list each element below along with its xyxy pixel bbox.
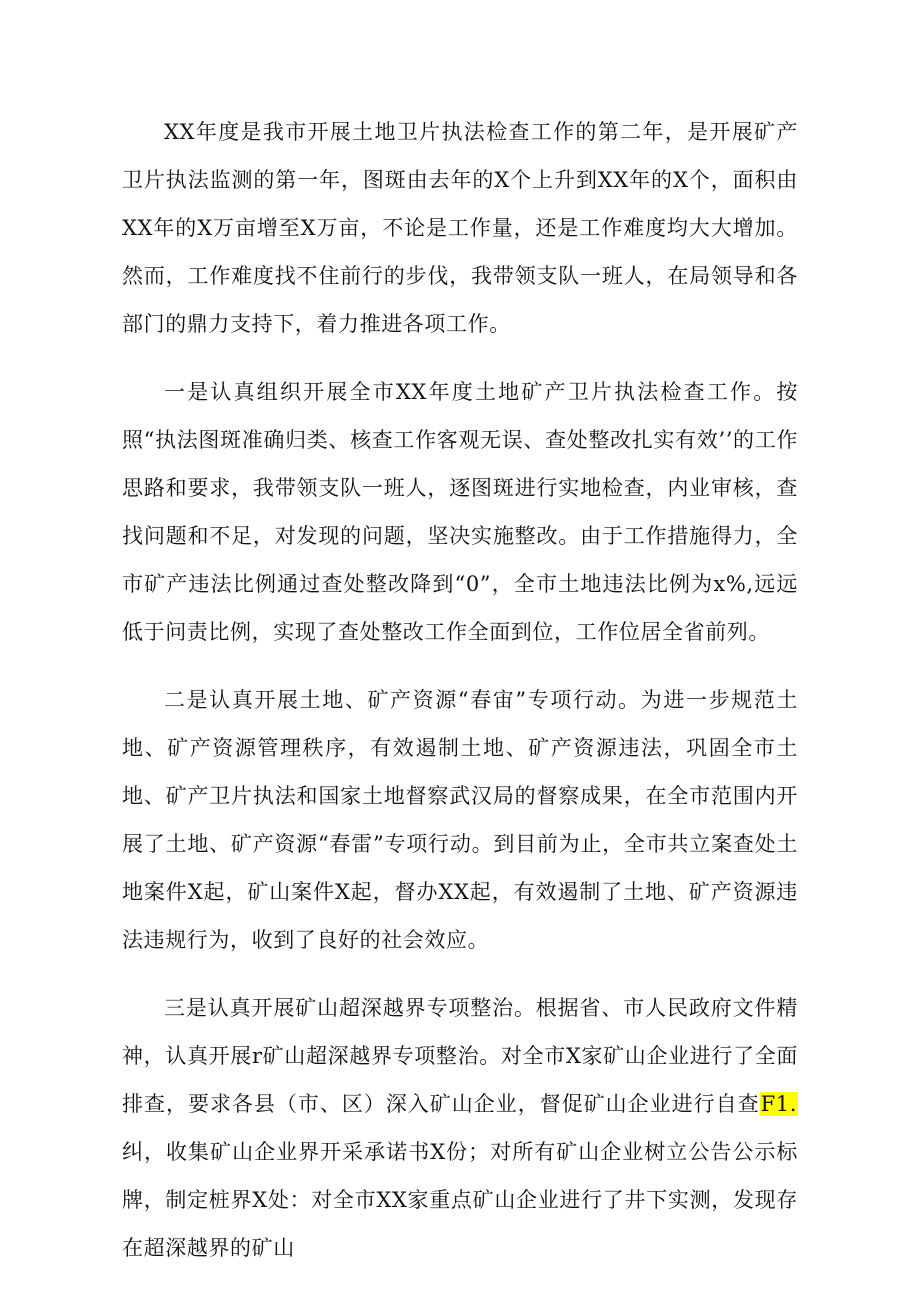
paragraph-2 bbox=[122, 368, 798, 656]
paragraph-4 bbox=[122, 984, 798, 1272]
paragraph-4-text-before: 三是认真开展矿山超深越界专项整治。根据省、市人民政府文件精神，认真开展r矿山超深越界专项整治。对全市X家矿山企业进行了全面排查，要求各县（市、区）深入矿山企业，督促矿山企业进行自查 bbox=[122, 996, 798, 1116]
paragraph-2-text: 一是认真组织开展全市XX年度土地矿产卫片执法检查工作。按照“执法图斑准确归类、核查工作客观无误、查处整改扎实有效’’的工作思路和要求，我带领支队一班人，逐图斑进行实地检查，内业审核，查找问题和不足，对发现的问题，坚决实施整改。由于工作措施得力，全市矿产违法比例通过查处整改降到“0”，全市土地违法比例为x%,远远低于问责比例，实现了查处整改工作全面到位，工作位居全省前列。 bbox=[122, 380, 798, 644]
document-body bbox=[122, 108, 798, 1292]
paragraph-3 bbox=[122, 676, 798, 964]
paragraph-1 bbox=[122, 108, 798, 348]
paragraph-1-text: XX年度是我市开展土地卫片执法检查工作的第二年，是开展矿产卫片执法监测的第一年，图斑由去年的X个上升到XX年的X个，面积由XX年的X万亩增至X万亩，不论是工作量，还是工作难度均大大增加。然而，工作难度找不住前行的步伐，我带领支队一班人，在局领导和各部门的鼎力支持下，着力推进各项工作。 bbox=[122, 120, 798, 336]
paragraph-3-text: 二是认真开展土地、矿产资源“春宙”专项行动。为进一步规范土地、矿产资源管理秩序，有效遏制土地、矿产资源违法，巩固全市土地、矿产卫片执法和国家土地督察武汉局的督察成果，在全市范围内开展了土地、矿产资源“春雷”专项行动。到目前为止，全市共立案查处土地案件X起，矿山案件X起，督办XX起，有效遏制了土地、矿产资源违法违规行为，收到了良好的社会效应。 bbox=[122, 688, 798, 952]
paragraph-4-text-after: 纠，收集矿山企业界开采承诺书X份；对所有矿山企业树立公告公示标牌，制定桩界X处：对全市XX家重点矿山企业进行了井下实测，发现存在超深越界的矿山 bbox=[122, 1140, 798, 1260]
highlighted-text: F1. bbox=[760, 1092, 797, 1116]
